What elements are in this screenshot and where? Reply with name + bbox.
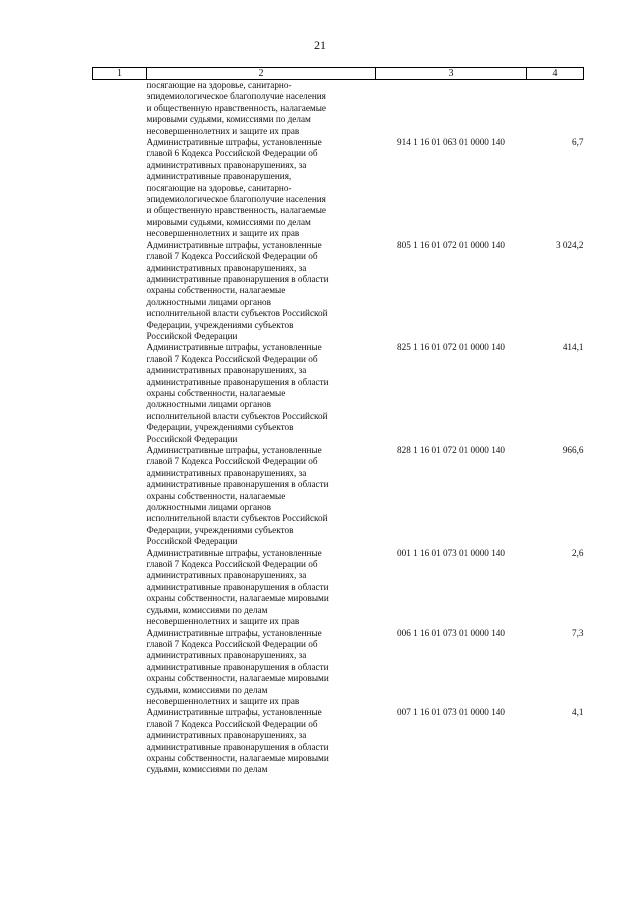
revenue-table — [92, 67, 584, 776]
page-number: 21 — [314, 38, 326, 52]
row-code: 805 1 16 01 072 01 0000 140 — [397, 239, 505, 250]
row-description: посягающие на здоровье, санитарно- эпидемиологическое благополучие населения и общественную нравственность, налагаемые мировыми судьями, комиссиями по делам несовершеннолетних и защите их прав — [146, 80, 326, 136]
row-description: Административные штрафы, установленные главой 7 Кодекса Российской Федерации об административных правонарушениях, за административные правонарушения в области охраны собственности, налагаемые должностными лицами органов исполнительной власти субъектов Российской Федерации, учреждениями субъектов Российской Федерации — [146, 445, 329, 547]
column-header-4: 4 — [527, 68, 584, 80]
column-header-2: 2 — [147, 68, 376, 80]
column-header-1: 1 — [93, 68, 147, 80]
row-description: Административные штрафы, установленные главой 7 Кодекса Российской Федерации об административных правонарушениях, за административные правонарушения в области охраны собственности, налагаемые мировыми судьями, комиссиями по делам несовершеннолетних и защите их прав — [146, 547, 329, 627]
table-row — [93, 342, 584, 445]
row-code: 828 1 16 01 072 01 0000 140 — [397, 445, 505, 455]
row-description: Административные штрафы, установленные главой 7 Кодекса Российской Федерации об административных правонарушениях, за административные правонарушения в области охраны собственности, налагаемые мировыми судьями, комиссиями по делам — [146, 707, 329, 775]
row-code: 001 1 16 01 073 01 0000 140 — [397, 547, 505, 558]
row-amount: 4,1 — [572, 707, 584, 718]
table-row — [93, 445, 584, 548]
row-index-cell — [93, 548, 147, 628]
row-amount: 7,3 — [572, 627, 584, 638]
row-amount: 414,1 — [562, 342, 584, 353]
table-header-row — [93, 68, 584, 80]
row-code — [376, 80, 527, 138]
row-index-cell — [93, 137, 147, 240]
row-code: 006 1 16 01 073 01 0000 140 — [397, 627, 505, 638]
row-code: 914 1 16 01 063 01 0000 140 — [397, 137, 505, 148]
row-description: Административные штрафы, установленные главой 7 Кодекса Российской Федерации об административных правонарушениях, за административные правонарушения в области охраны собственности, налагаемые должностными лицами органов исполнительной власти субъектов Российской Федерации, учреждениями субъектов Российской Федерации — [146, 342, 329, 444]
row-description: Административные штрафы, установленные главой 6 Кодекса Российской Федерации об административных правонарушениях, за административные правонарушения, посягающие на здоровье, санитарно- эпидемиологическое благополучие населения и общественную нравственность, налагаемые мировыми судьями, комиссиями по делам несовершеннолетних и защите их прав — [146, 137, 326, 239]
row-description: Административные штрафы, установленные главой 7 Кодекса Российской Федерации об административных правонарушениях, за административные правонарушения в области охраны собственности, налагаемые мировыми судьями, комиссиями по делам несовершеннолетних и защите их прав — [146, 627, 329, 706]
row-code: 007 1 16 01 073 01 0000 140 — [397, 707, 505, 718]
table-row — [93, 240, 584, 343]
row-amount — [527, 80, 584, 138]
table-row — [93, 548, 584, 628]
row-index-cell — [93, 80, 147, 138]
row-amount: 966,6 — [562, 445, 584, 455]
table-row — [93, 80, 584, 138]
row-index-cell — [93, 707, 147, 775]
row-index-cell — [93, 628, 147, 708]
row-amount: 3 024,2 — [555, 239, 584, 250]
row-description: Административные штрафы, установленные главой 7 Кодекса Российской Федерации об административных правонарушениях, за административные правонарушения в области охраны собственности, налагаемые должностными лицами органов исполнительной власти субъектов Российской Федерации, учреждениями субъектов Российской Федерации — [146, 239, 329, 341]
column-header-3: 3 — [376, 68, 527, 80]
row-index-cell — [93, 445, 147, 548]
table-row — [93, 628, 584, 708]
row-code: 825 1 16 01 072 01 0000 140 — [397, 342, 505, 353]
row-amount: 6,7 — [572, 137, 584, 148]
row-index-cell — [93, 342, 147, 445]
row-index-cell — [93, 240, 147, 343]
row-amount: 2,6 — [572, 547, 584, 558]
table-row — [93, 137, 584, 240]
table-row — [93, 707, 584, 775]
